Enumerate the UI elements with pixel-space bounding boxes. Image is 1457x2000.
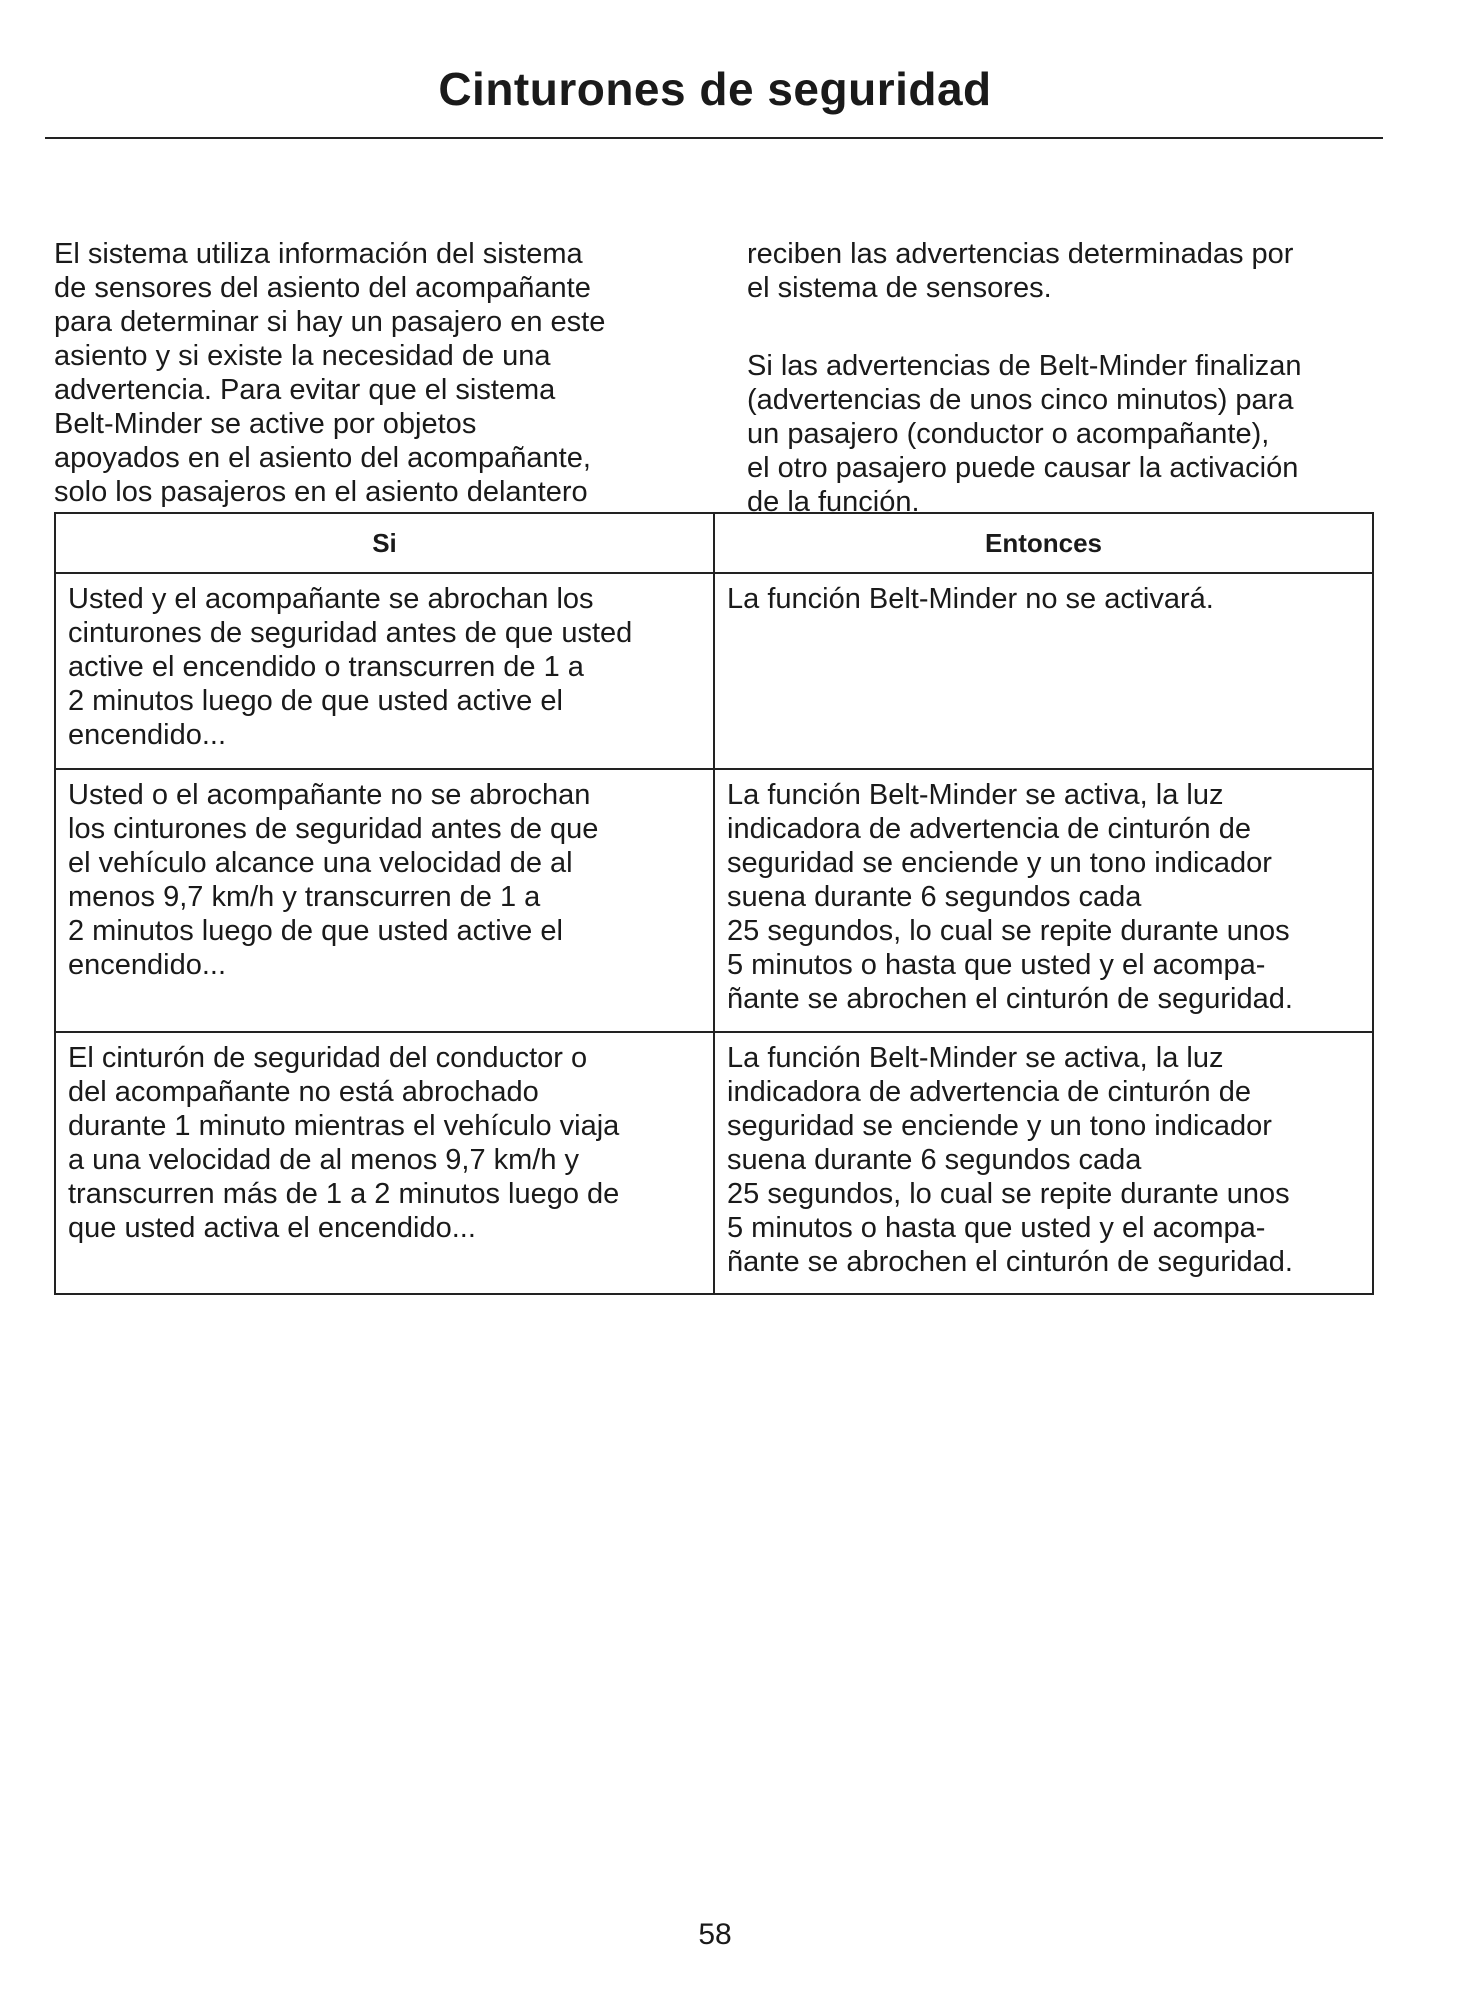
page-title: Cinturones de seguridad [438, 63, 992, 115]
result-cell: La función Belt-Minder se activa, la luz indicadora de advertencia de cinturón de seguridad se enciende y un tono indicador suena durante 6 segundos cada 25 segundos, lo cual se repite durante unos 5 minutos o hasta que usted y el acompa- ñante se abrochen el cinturón de seguridad. [714, 1032, 1373, 1294]
page-number: 58 [698, 1918, 732, 1951]
paragraph: reciben las advertencias determinadas por el sistema de sensores. [747, 238, 1294, 304]
condition-cell: El cinturón de seguridad del conductor o del acompañante no está abrochado durante 1 minuto mientras el vehículo viaja a una velocidad de al menos 9,7 km/h y transcurren más de 1 a 2 minutos luego de que usted activa el encendido... [55, 1032, 714, 1294]
paragraph: El sistema utiliza información del sistema de sensores del asiento del acompañante para determinar si hay un pasajero en este asiento y si existe la necesidad de una advertencia. Para evitar que el sistema Belt-Minder se active por objetos apoyados en el asiento del acompañante, solo los pasajeros en el asiento delantero [54, 238, 606, 508]
paragraph: Si las advertencias de Belt-Minder finalizan (advertencias de unos cinco minutos) para un pasajero (conductor o acompañante), el otro pasajero puede causar la activación de la función. [747, 350, 1302, 518]
header-entonces: Entonces [714, 513, 1373, 573]
belt-minder-table [54, 512, 1374, 1295]
title-divider [45, 137, 1383, 139]
header-si: Si [55, 513, 714, 573]
condition-cell: Usted o el acompañante no se abrochan los cinturones de seguridad antes de que el vehículo alcance una velocidad de al menos 9,7 km/h y transcurren de 1 a 2 minutos luego de que usted active el encendido... [55, 769, 714, 1032]
result-cell: La función Belt-Minder se activa, la luz indicadora de advertencia de cinturón de seguridad se enciende y un tono indicador suena durante 6 segundos cada 25 segundos, lo cual se repite durante unos 5 minutos o hasta que usted y el acompa- ñante se abrochen el cinturón de seguridad. [714, 769, 1373, 1032]
condition-cell: Usted y el acompañante se abrochan los cinturones de seguridad antes de que usted active el encendido o transcurren de 1 a 2 minutos luego de que usted active el encendido... [55, 573, 714, 769]
table-row [55, 769, 1373, 1032]
right-column [747, 203, 1377, 563]
table-row [55, 573, 1373, 769]
table-row [55, 1032, 1373, 1294]
result-cell: La función Belt-Minder no se activará. [714, 573, 1373, 769]
left-column [54, 203, 684, 553]
table-header-row [55, 513, 1373, 573]
